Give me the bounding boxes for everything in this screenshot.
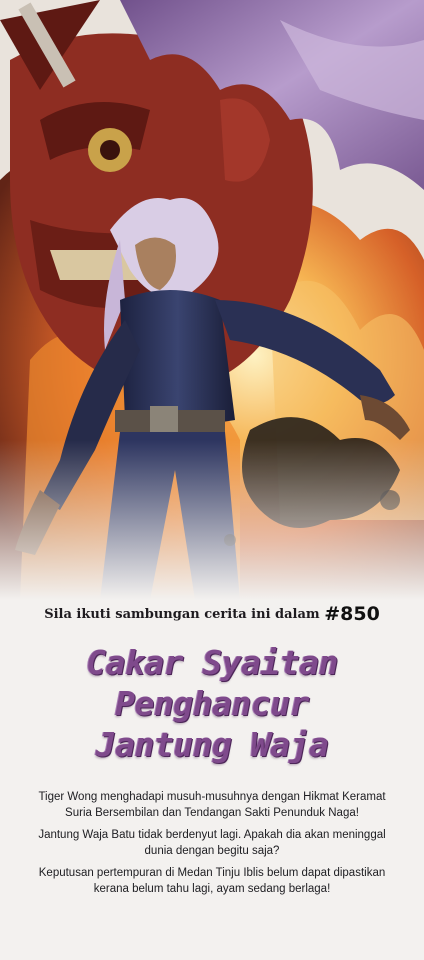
story-blurb [36,790,388,904]
blurb-paragraph: Jantung Waja Batu tidak berdenyut lagi. Apakah dia akan meninggal dunia dengan begitu saja? [38,829,386,857]
blurb-paragraph: Keputusan pertempuran di Medan Tinju Iblis belum dapat dipastikan kerana belum tahu lagi, ayam sedang berlaga! [38,867,386,895]
title-line: Cakar Syaitan [86,643,338,682]
title-line: Penghancur [115,684,309,723]
blurb-paragraph: Tiger Wong menghadapi musuh-musuhnya dengan Hikmat Keramat Suria Bersembilan dan Tendangan Sakti Penunduk Naga! [38,791,386,819]
next-issue-title [0,642,424,765]
next-issue-promo [0,603,424,625]
promo-lead-text: Sila ikuti sambungan cerita ini dalam [44,607,320,622]
title-line: Jantung Waja [95,725,329,764]
issue-number: #850 [324,603,380,625]
